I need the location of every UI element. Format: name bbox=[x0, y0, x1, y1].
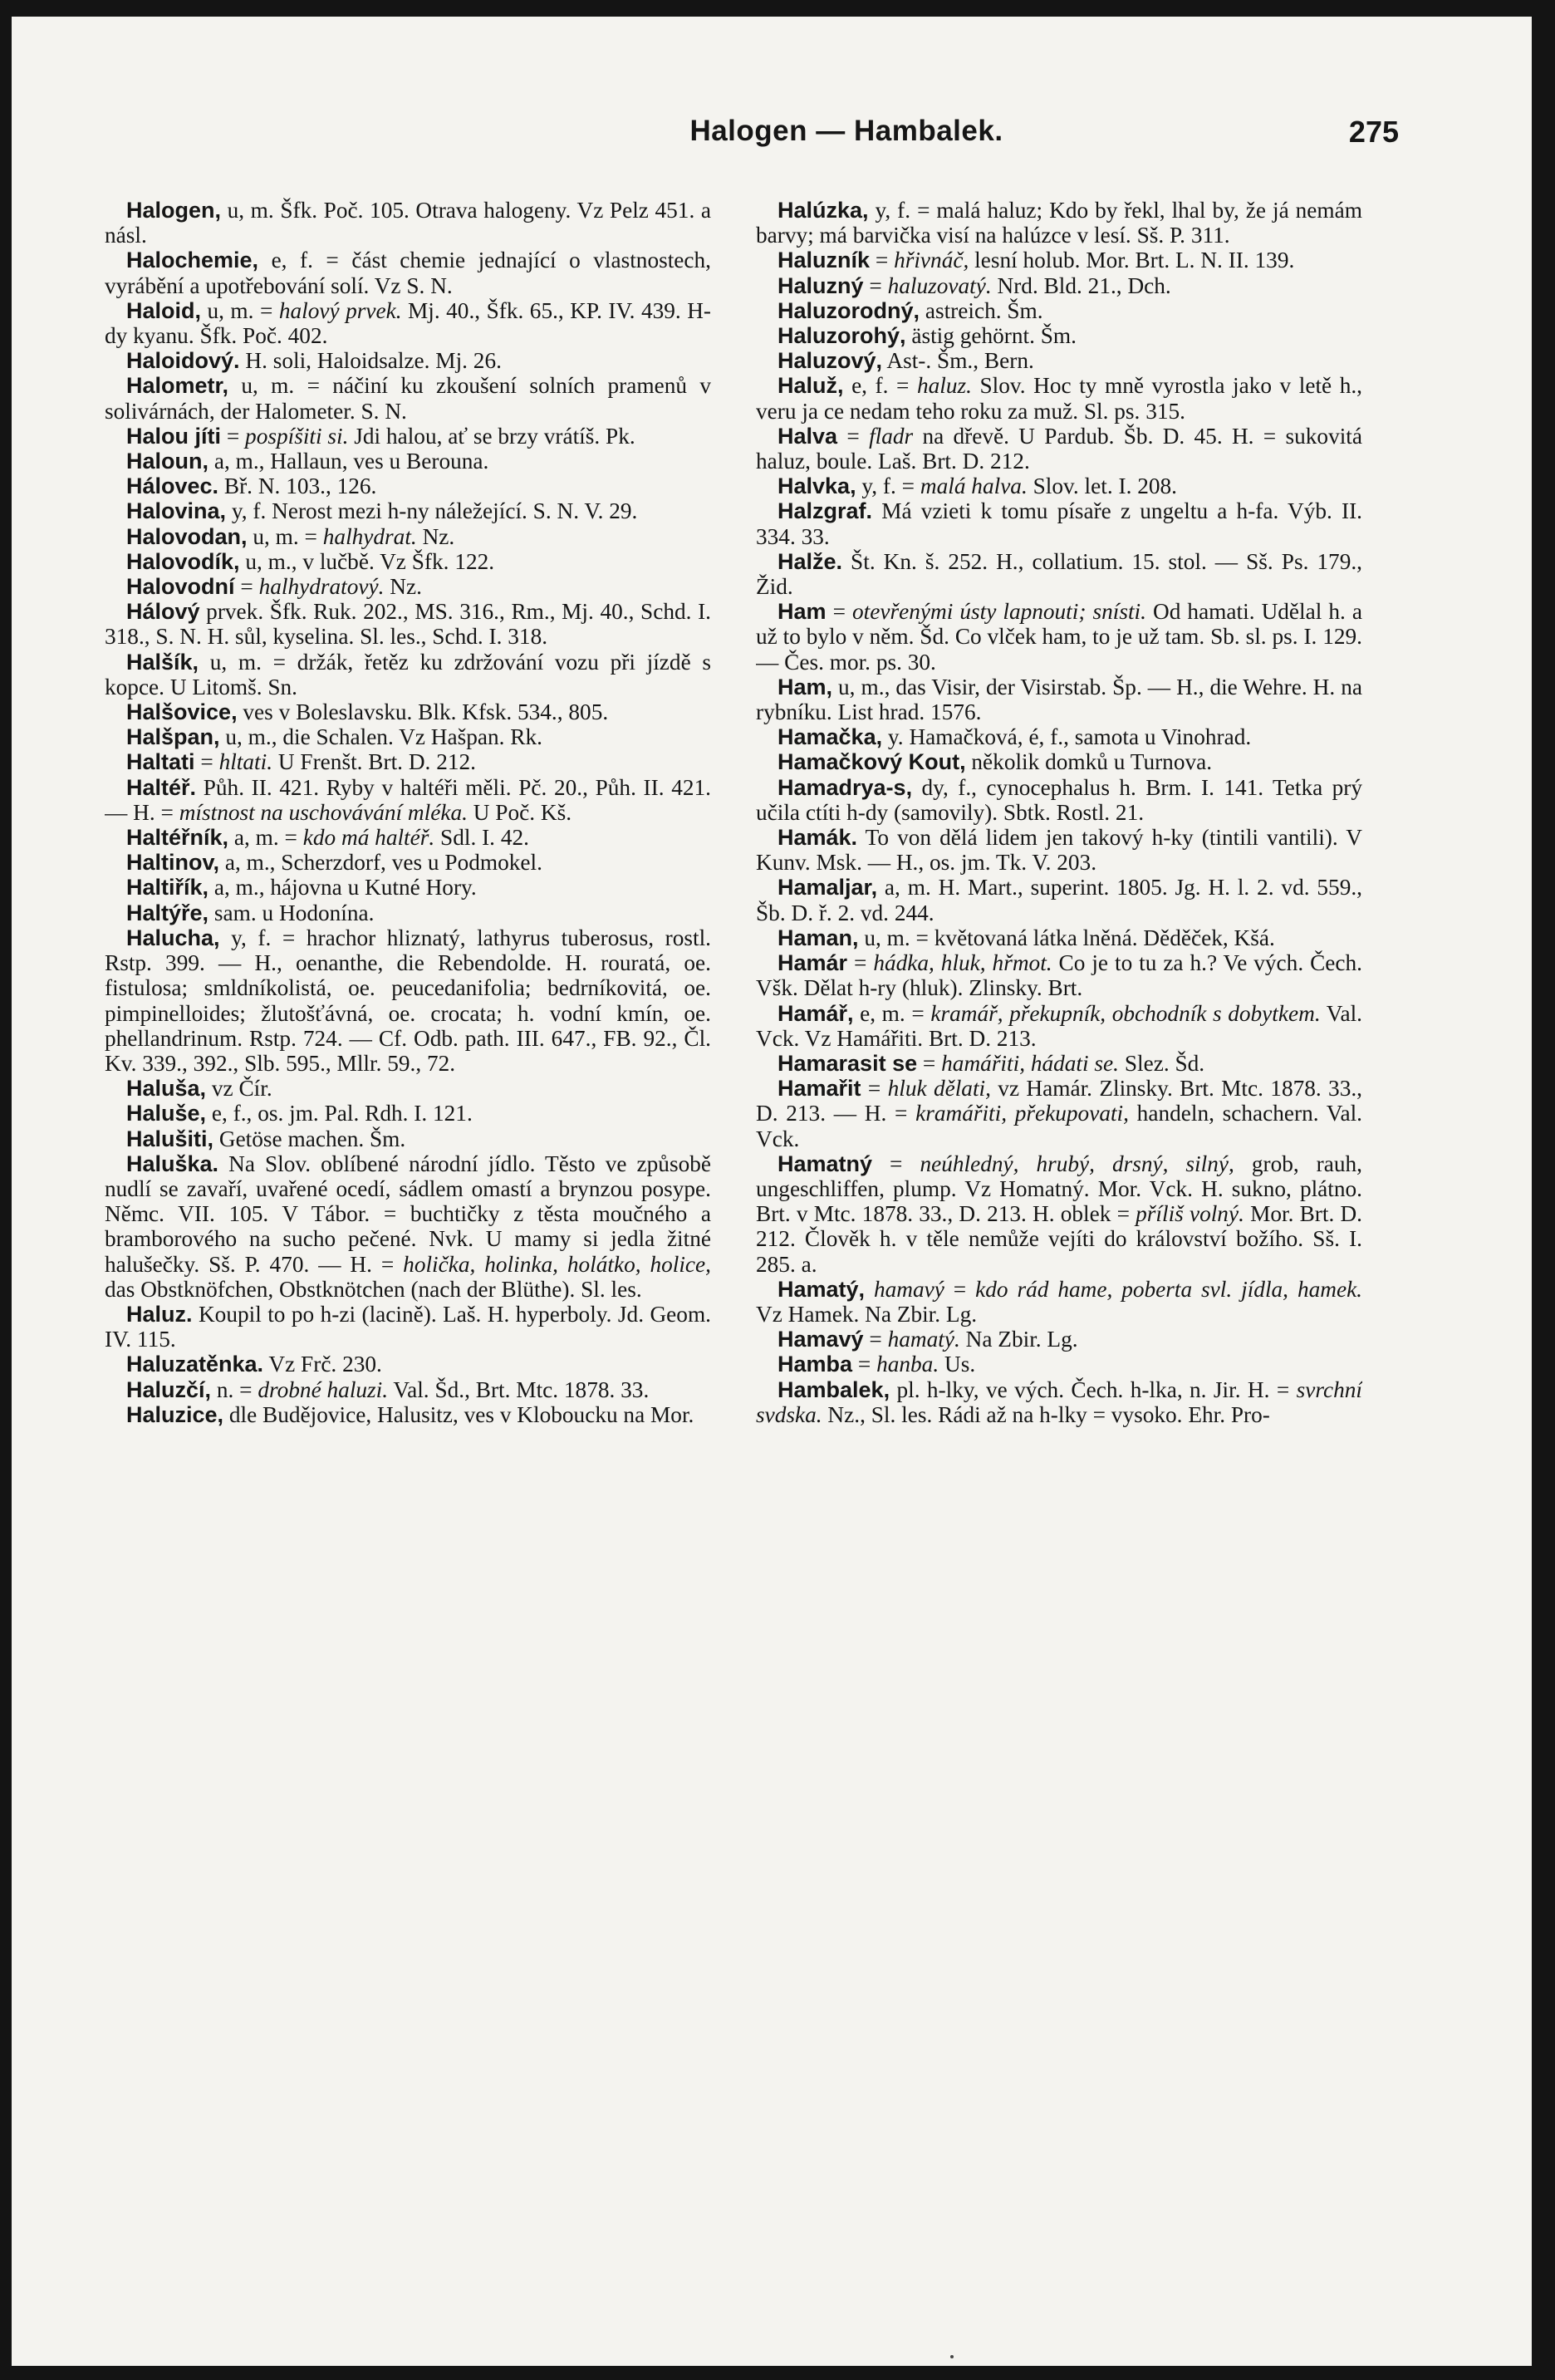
entry-text: Nrd. Bld. 21., Dch. bbox=[991, 272, 1171, 298]
dictionary-entry bbox=[105, 248, 711, 297]
dictionary-entry bbox=[756, 749, 1362, 774]
dictionary-entry bbox=[756, 273, 1362, 298]
dictionary-entry bbox=[105, 724, 711, 749]
entry-definition-italic: hltati. bbox=[218, 749, 273, 775]
entry-text: Slez. Šd. bbox=[1119, 1050, 1205, 1076]
entry-headword: Halšpan, bbox=[126, 724, 220, 750]
entry-headword: Haluž, bbox=[778, 373, 844, 399]
dictionary-entry bbox=[756, 724, 1362, 749]
entry-headword: Haluzový, bbox=[778, 348, 883, 374]
entry-definition-italic: hřivnáč, bbox=[894, 248, 969, 273]
entry-text: Slov. Hoc ty mně vyrostla jako v letě h., veru ja ce nedam teho roku za muž. Sl. ps. 315. bbox=[756, 373, 1362, 424]
dictionary-entry bbox=[105, 1302, 711, 1352]
entry-definition-italic: příliš volný. bbox=[1136, 1201, 1244, 1227]
entry-headword: Halšovice, bbox=[126, 699, 238, 725]
entry-definition-italic: hamavý bbox=[873, 1276, 944, 1302]
dictionary-entry bbox=[105, 1377, 711, 1402]
entry-text bbox=[865, 1277, 874, 1302]
entry-definition-italic: hluk dělati, bbox=[887, 1076, 991, 1102]
entry-definition-italic: holička, holinka, holátko, holice, bbox=[403, 1251, 711, 1277]
dictionary-entry bbox=[756, 675, 1362, 724]
right-column bbox=[756, 198, 1362, 2324]
entry-text: = bbox=[870, 248, 895, 273]
entry-definition-italic: kramář, překupník, obchodník s dobytkem. bbox=[930, 1000, 1321, 1026]
entry-text: několik domků u Turnova. bbox=[965, 749, 1213, 775]
entry-text: ästig gehörnt. Šm. bbox=[905, 323, 1077, 349]
entry-headword: Halšík, bbox=[126, 649, 199, 675]
dictionary-entry bbox=[756, 1001, 1362, 1051]
dictionary-entry bbox=[105, 574, 711, 599]
entry-definition-italic: kdo má haltéř. bbox=[302, 825, 435, 851]
entry-definition-italic: halový prvek. bbox=[278, 297, 402, 323]
entry-text: To von dělá lidem jen takový h-ky (tintili vantili). V Kunv. Msk. — H., os. jm. Tk. V. 203. bbox=[756, 825, 1362, 876]
dictionary-entry bbox=[105, 650, 711, 699]
entry-text: na dřevě. U Pardub. Šb. D. 45. H. = sukovitá haluz, boule. Laš. Brt. D. 212. bbox=[756, 423, 1362, 474]
entry-text: Půh. II. 421. Ryby v haltéři měli. Pč. 20., Půh. II. 421. — H. = bbox=[105, 774, 711, 825]
dictionary-entry bbox=[756, 875, 1362, 925]
running-title: Halogen — Hambalek. bbox=[689, 115, 1003, 147]
entry-text: das Obstknöfchen, Obstknötchen (nach der Blüthe). Sl. les. bbox=[105, 1276, 642, 1302]
entry-text: Sdl. I. 42. bbox=[434, 825, 529, 851]
entry-headword: Halogen, bbox=[126, 198, 222, 223]
dictionary-entry bbox=[756, 1327, 1362, 1352]
entry-headword: Ham bbox=[778, 599, 827, 625]
dictionary-page bbox=[12, 17, 1532, 2366]
left-column bbox=[105, 198, 711, 2324]
entry-headword: Haman, bbox=[778, 925, 859, 950]
entry-definition-italic: kdo rád hame, poberta svl. jídla, hamek. bbox=[975, 1276, 1362, 1302]
entry-text: Mj. 40., Šfk. 65., KP. IV. 439. H-dy kyanu. Šfk. Poč. 402. bbox=[105, 297, 711, 349]
entry-definition-italic: haluzovatý. bbox=[887, 272, 992, 298]
entry-headword: Haltati bbox=[126, 749, 195, 775]
entry-headword: Halvka, bbox=[778, 474, 856, 499]
entry-definition-italic: halhydratový. bbox=[258, 574, 385, 600]
entry-headword: Haluzorodný, bbox=[778, 297, 920, 323]
entry-text: = bbox=[872, 1151, 920, 1176]
entry-text: Št. Kn. š. 252. H., collatium. 15. stol. — Sš. Ps. 179., Žid. bbox=[756, 548, 1362, 600]
dictionary-entry bbox=[105, 775, 711, 825]
dictionary-entry bbox=[756, 198, 1362, 248]
entry-headword: Hamadrya-s, bbox=[778, 774, 913, 800]
entry-headword: Halochemie, bbox=[126, 248, 259, 273]
dictionary-entry bbox=[756, 549, 1362, 599]
entry-text: dy, f., cynocephalus h. Brm. I. 141. Tetka prý učila ctíti h-dy (samovily). Sbtk. Rostl. 21. bbox=[756, 774, 1362, 825]
entry-headword: Haluzný bbox=[778, 272, 864, 298]
entry-headword: Haltýře, bbox=[126, 900, 209, 925]
entry-definition-italic: hamatý. bbox=[887, 1327, 960, 1352]
dictionary-entry bbox=[105, 549, 711, 574]
entry-text: u, m. Šfk. Poč. 105. Otrava halogeny. Vz Pelz 451. a násl. bbox=[105, 198, 711, 248]
entry-headword: Halovina, bbox=[126, 498, 227, 524]
entry-text: e, f., os. jm. Pal. Rdh. I. 121. bbox=[206, 1101, 473, 1126]
dictionary-entry bbox=[756, 348, 1362, 373]
entry-text: = bbox=[917, 1050, 942, 1076]
entry-text: e, f. = bbox=[843, 373, 917, 399]
dictionary-entry bbox=[756, 1151, 1362, 1277]
entry-text: vz Čír. bbox=[206, 1076, 272, 1102]
entry-text: = bbox=[852, 1352, 877, 1377]
dictionary-entry bbox=[105, 1076, 711, 1101]
entry-headword: Halovodík, bbox=[126, 548, 240, 574]
entry-text: u, m. = květovaná látka lněná. Děděček, Kšá. bbox=[858, 925, 1275, 950]
entry-text: y, f. Nerost mezi h-ny náležející. S. N. V. 29. bbox=[226, 498, 638, 524]
entry-headword: Haluša, bbox=[126, 1076, 207, 1102]
dictionary-entry bbox=[756, 373, 1362, 423]
entry-headword: Haloidový. bbox=[126, 348, 240, 374]
entry-headword: Hamák. bbox=[778, 825, 858, 851]
entry-headword: Haloun, bbox=[126, 449, 208, 474]
entry-headword: Haluzice, bbox=[126, 1401, 224, 1427]
entry-headword: Hamaljar, bbox=[778, 875, 878, 900]
entry-text: Getöse machen. Šm. bbox=[213, 1126, 406, 1151]
entry-text: pl. h-lky, ve vých. Čech. h-lka, n. Jir. H. = bbox=[890, 1376, 1297, 1402]
entry-text: handeln, schachern. Val. Vck. bbox=[756, 1101, 1362, 1151]
dictionary-entry bbox=[105, 524, 711, 549]
entry-text: Má vzieti k tomu písaře z ungeltu a h-fa. Výb. II. 334. 33. bbox=[756, 498, 1362, 549]
entry-text: = bbox=[837, 423, 870, 449]
entry-headword: Hamarasit se bbox=[778, 1050, 918, 1076]
entry-text: astreich. Šm. bbox=[920, 297, 1043, 323]
dictionary-entry bbox=[756, 474, 1362, 498]
entry-text: Jdi halou, ať se brzy vrátíš. Pk. bbox=[348, 423, 635, 449]
dictionary-entry bbox=[756, 323, 1362, 348]
dictionary-entry bbox=[105, 900, 711, 925]
entry-text: Od hamati. Udělal h. a už to bylo v něm. Šd. Co vlček ham, to je už tam. Sb. sl. ps. I. 129. — Čes. mor. ps. 30. bbox=[756, 599, 1362, 675]
print-speck bbox=[950, 2355, 954, 2358]
entry-headword: Hamatný bbox=[778, 1151, 873, 1176]
entry-definition-italic: svrchní svdska. bbox=[756, 1376, 1362, 1427]
entry-headword: Halovodní bbox=[126, 574, 235, 600]
entry-text: sam. u Hodonína. bbox=[208, 900, 375, 925]
entry-text: u, m. = držák, řetěz ku zdržování vozu při jízdě s kopce. U Litomš. Sn. bbox=[105, 649, 711, 699]
entry-text: u, m. = bbox=[201, 297, 279, 323]
entry-headword: Halou jíti bbox=[126, 423, 221, 449]
entry-headword: Hamačkový Kout, bbox=[778, 749, 966, 775]
dictionary-entry bbox=[105, 198, 711, 248]
entry-text: = bbox=[861, 1076, 888, 1102]
dictionary-entry bbox=[105, 699, 711, 724]
entry-text: lesní holub. Mor. Brt. L. N. II. 139. bbox=[969, 248, 1295, 273]
dictionary-entry bbox=[756, 599, 1362, 675]
entry-headword: Haluška. bbox=[126, 1151, 219, 1176]
dictionary-entry bbox=[756, 424, 1362, 474]
entry-headword: Halva bbox=[778, 423, 838, 449]
entry-definition-italic: hamářiti, hádati se. bbox=[941, 1050, 1119, 1076]
entry-text: Nz. bbox=[416, 523, 455, 549]
entry-text: = bbox=[221, 423, 246, 449]
entry-headword: Hamba bbox=[778, 1352, 853, 1377]
entry-text: Mor. Brt. D. 212. Člověk h. v těle nemůže vejíti do království božího. Sš. I. 285. a. bbox=[756, 1201, 1362, 1277]
entry-headword: Haltinov, bbox=[126, 850, 220, 876]
dictionary-entry bbox=[756, 1277, 1362, 1327]
entry-text: dle Budějovice, Halusitz, ves v Kloboucku na Mor. bbox=[223, 1401, 694, 1427]
entry-headword: Hamavý bbox=[778, 1327, 864, 1352]
entry-headword: Hambalek, bbox=[778, 1376, 890, 1402]
entry-headword: Halometr, bbox=[126, 373, 229, 399]
dictionary-entry bbox=[105, 498, 711, 523]
entry-definition-italic: halhydrat. bbox=[322, 523, 417, 549]
entry-text: a, m. H. Mart., superint. 1805. Jg. H. l. 2. vd. 559., Šb. D. ř. 2. vd. 244. bbox=[756, 875, 1362, 925]
entry-definition-italic: místnost na uschovávání mléka. bbox=[179, 799, 468, 825]
entry-text: a, m., Hallaun, ves u Berouna. bbox=[208, 449, 489, 474]
entry-text: Na Zbir. Lg. bbox=[959, 1327, 1078, 1352]
dictionary-entry bbox=[756, 248, 1362, 272]
entry-text: Co je to tu za h.? Ve vých. Čech. Všk. Dělat h-ry (hluk). Zlinsky. Brt. bbox=[756, 950, 1362, 1001]
entry-headword: Haltiřík, bbox=[126, 875, 209, 900]
entry-text: H. soli, Haloidsalze. Mj. 26. bbox=[239, 348, 502, 374]
entry-definition-italic: fladr bbox=[869, 423, 914, 449]
dictionary-entry bbox=[105, 373, 711, 423]
dictionary-entry bbox=[756, 298, 1362, 323]
entry-headword: Haltéřník, bbox=[126, 825, 229, 851]
entry-text: Us. bbox=[939, 1352, 976, 1377]
entry-headword: Haluz. bbox=[126, 1301, 193, 1327]
entry-text: Vz Frč. 230. bbox=[263, 1352, 382, 1377]
dictionary-entry bbox=[105, 424, 711, 449]
entry-definition-italic: kramářiti, překupovati, bbox=[915, 1101, 1129, 1126]
entry-text: y, f. = hrachor hliznatý, lathyrus tuberosus, rostl. Rstp. 399. — H., oenanthe, die Rebendolde. H. rouratá, oe. fistulosa; smldníkolistá, oe. peucedanifolia; bedrníkovitá, oe. pimpinelloides; žlutošťávná, oe. crocata; h. vodní kmín, oe. phellandrinum. Rstp. 724. — Cf. Odb. path. III. 647., FB. 92., Čl. Kv. 339., 392., Slb. 595., Mllr. 59., 72. bbox=[105, 925, 711, 1076]
entry-definition-italic: otevřenými ústy lapnouti; snísti. bbox=[852, 599, 1146, 625]
entry-text: grob, rauh, ungeschliffen, plump. Vz Homatný. Mor. Vck. H. sukno, plátno. Brt. v Mtc. 1878. 33., D. 213. H. oblek = bbox=[756, 1151, 1362, 1227]
dictionary-entry bbox=[105, 449, 711, 474]
dictionary-entry bbox=[756, 825, 1362, 875]
entry-headword: Haluše, bbox=[126, 1101, 207, 1126]
entry-text: u, m. = bbox=[247, 523, 323, 549]
dictionary-entry bbox=[105, 1126, 711, 1151]
dictionary-entry bbox=[756, 925, 1362, 950]
entry-headword: Hamačka, bbox=[778, 724, 883, 750]
dictionary-entry bbox=[105, 599, 711, 649]
dictionary-entry bbox=[756, 1076, 1362, 1151]
dictionary-entry bbox=[756, 950, 1362, 1000]
entry-headword: Hamář, bbox=[778, 1000, 854, 1026]
dictionary-entry bbox=[105, 1101, 711, 1126]
entry-text: a, m., Scherzdorf, ves u Podmokel. bbox=[219, 850, 542, 876]
entry-text: prvek. Šfk. Ruk. 202., MS. 316., Rm., Mj. 40., Schd. I. 318., S. N. H. sůl, kyselina. Sl. les., Schd. I. 318. bbox=[105, 599, 711, 650]
entry-headword: Hálový bbox=[126, 599, 200, 625]
entry-text: vz Hamár. Zlinsky. Brt. Mtc. 1878. 33., D. 213. — H. = bbox=[756, 1076, 1362, 1126]
entry-headword: Hálovec. bbox=[126, 474, 219, 499]
entry-text: a, m. = bbox=[228, 825, 303, 851]
entry-text: ves v Boleslavsku. Blk. Kfsk. 534., 805. bbox=[237, 699, 609, 725]
entry-definition-italic: haluz. bbox=[916, 373, 972, 399]
page-header bbox=[12, 115, 1532, 164]
entry-headword: Halúzka, bbox=[778, 198, 869, 223]
entry-text: y. Hamačková, é, f., samota u Vinohrad. bbox=[882, 724, 1252, 750]
entry-headword: Haltéř. bbox=[126, 774, 197, 800]
entry-text: u, m., das Visir, der Visirstab. Šp. — H., die Wehre. H. na rybníku. List hrad. 1576. bbox=[756, 674, 1362, 725]
entry-definition-italic: drobné haluzi. bbox=[258, 1376, 389, 1402]
dictionary-entry bbox=[105, 1402, 711, 1427]
entry-text: y, f. = bbox=[856, 474, 920, 499]
entry-text: Na Slov. oblíbené národní jídlo. Těsto ve způsobě nudlí se zavaří, uvařené ocedí, sádlem omastí a brynzou posype. Němc. VII. 105. V Tábor. = buchtičky z těsta moučného a bramborového na sucho pečené. Nvk. U mamy si jedla žitné halušečky. Sš. P. 470. — H. = bbox=[105, 1151, 711, 1277]
dictionary-entry bbox=[105, 348, 711, 373]
entry-definition-italic: hádka, hluk, hřmot. bbox=[873, 950, 1052, 976]
entry-text: Slov. let. I. 208. bbox=[1027, 474, 1177, 499]
entry-text: Bř. N. 103., 126. bbox=[218, 474, 377, 499]
entry-headword: Halovodan, bbox=[126, 523, 248, 549]
dictionary-entry bbox=[756, 1352, 1362, 1376]
dictionary-entry bbox=[756, 1377, 1362, 1427]
entry-headword: Halzgraf. bbox=[778, 498, 873, 524]
entry-text: = bbox=[944, 1276, 976, 1302]
entry-definition-italic: pospíšiti si. bbox=[245, 423, 349, 449]
entry-headword: Hamár bbox=[778, 950, 848, 976]
entry-headword: Halucha, bbox=[126, 925, 220, 950]
dictionary-entry bbox=[756, 1051, 1362, 1076]
dictionary-entry bbox=[105, 925, 711, 1076]
entry-text: u, m. = náčiní ku zkoušení solních pramenů v solivárnách, der Halometer. S. N. bbox=[105, 373, 711, 424]
entry-headword: Hamařit bbox=[778, 1076, 861, 1102]
entry-text: U Frenšt. Brt. D. 212. bbox=[272, 749, 476, 775]
entry-text: = bbox=[863, 272, 888, 298]
entry-text: Nz., Sl. les. Rádi až na h-lky = vysoko. Ehr. Pro- bbox=[822, 1401, 1270, 1427]
entry-text: = bbox=[863, 1327, 888, 1352]
entry-headword: Halže. bbox=[778, 548, 843, 574]
dictionary-entry bbox=[105, 850, 711, 875]
entry-text: Val. Šd., Brt. Mtc. 1878. 33. bbox=[388, 1376, 650, 1402]
entry-headword: Halušiti, bbox=[126, 1126, 214, 1151]
entry-text: n. = bbox=[211, 1376, 258, 1402]
dictionary-entry bbox=[105, 825, 711, 850]
entry-headword: Ham, bbox=[778, 674, 833, 699]
entry-text: e, m. = bbox=[853, 1000, 931, 1026]
entry-text: y, f. = malá haluz; Kdo by řekl, lhal by, že já nemám barvy; má barvička visí na halúzce v lesí. Sš. P. 311. bbox=[756, 198, 1362, 248]
entry-headword: Haluzník bbox=[778, 248, 871, 273]
entry-text: Ast-. Šm., Bern. bbox=[882, 348, 1034, 374]
entry-headword: Haluzatěnka. bbox=[126, 1352, 264, 1377]
entry-text: Koupil to po h-zi (lacině). Laš. H. hyperboly. Jd. Geom. IV. 115. bbox=[105, 1301, 711, 1352]
entry-text: = bbox=[194, 749, 219, 775]
dictionary-entry bbox=[105, 474, 711, 498]
entry-headword: Haluzčí, bbox=[126, 1376, 212, 1402]
entry-text: u, m., v lučbě. Vz Šfk. 122. bbox=[239, 548, 495, 574]
entry-text: u, m., die Schalen. Vz Hašpan. Rk. bbox=[219, 724, 542, 750]
entry-text: a, m., hájovna u Kutné Hory. bbox=[208, 875, 477, 900]
entry-text: e, f. = část chemie jednající o vlastnostech, vyrábění a upotřebování solí. Vz S. N. bbox=[105, 248, 711, 298]
dictionary-entry bbox=[105, 298, 711, 348]
dictionary-entry bbox=[105, 1151, 711, 1302]
entry-text: = bbox=[826, 599, 853, 625]
dictionary-entry bbox=[105, 1352, 711, 1376]
dictionary-entry bbox=[756, 775, 1362, 825]
dictionary-entry bbox=[105, 875, 711, 900]
dictionary-entry bbox=[105, 749, 711, 774]
entry-headword: Haloid, bbox=[126, 297, 202, 323]
entry-text: = bbox=[234, 574, 259, 600]
entry-definition-italic: neúhledný, hrubý, drsný, silný, bbox=[920, 1151, 1234, 1176]
entry-definition-italic: malá halva. bbox=[920, 474, 1028, 499]
entry-headword: Hamatý, bbox=[778, 1276, 866, 1302]
entry-text: = bbox=[847, 950, 874, 976]
entry-text: U Poč. Kš. bbox=[467, 799, 572, 825]
dictionary-entry bbox=[756, 498, 1362, 548]
entry-text: Nz. bbox=[384, 574, 422, 600]
entry-text: Val. Vck. Vz Hamářiti. Brt. D. 213. bbox=[756, 1000, 1362, 1051]
entry-headword: Haluzorohý, bbox=[778, 323, 906, 349]
entry-text: Vz Hamek. Na Zbir. Lg. bbox=[756, 1301, 978, 1327]
entry-definition-italic: hanba. bbox=[876, 1352, 939, 1377]
page-number: 275 bbox=[1348, 115, 1399, 149]
